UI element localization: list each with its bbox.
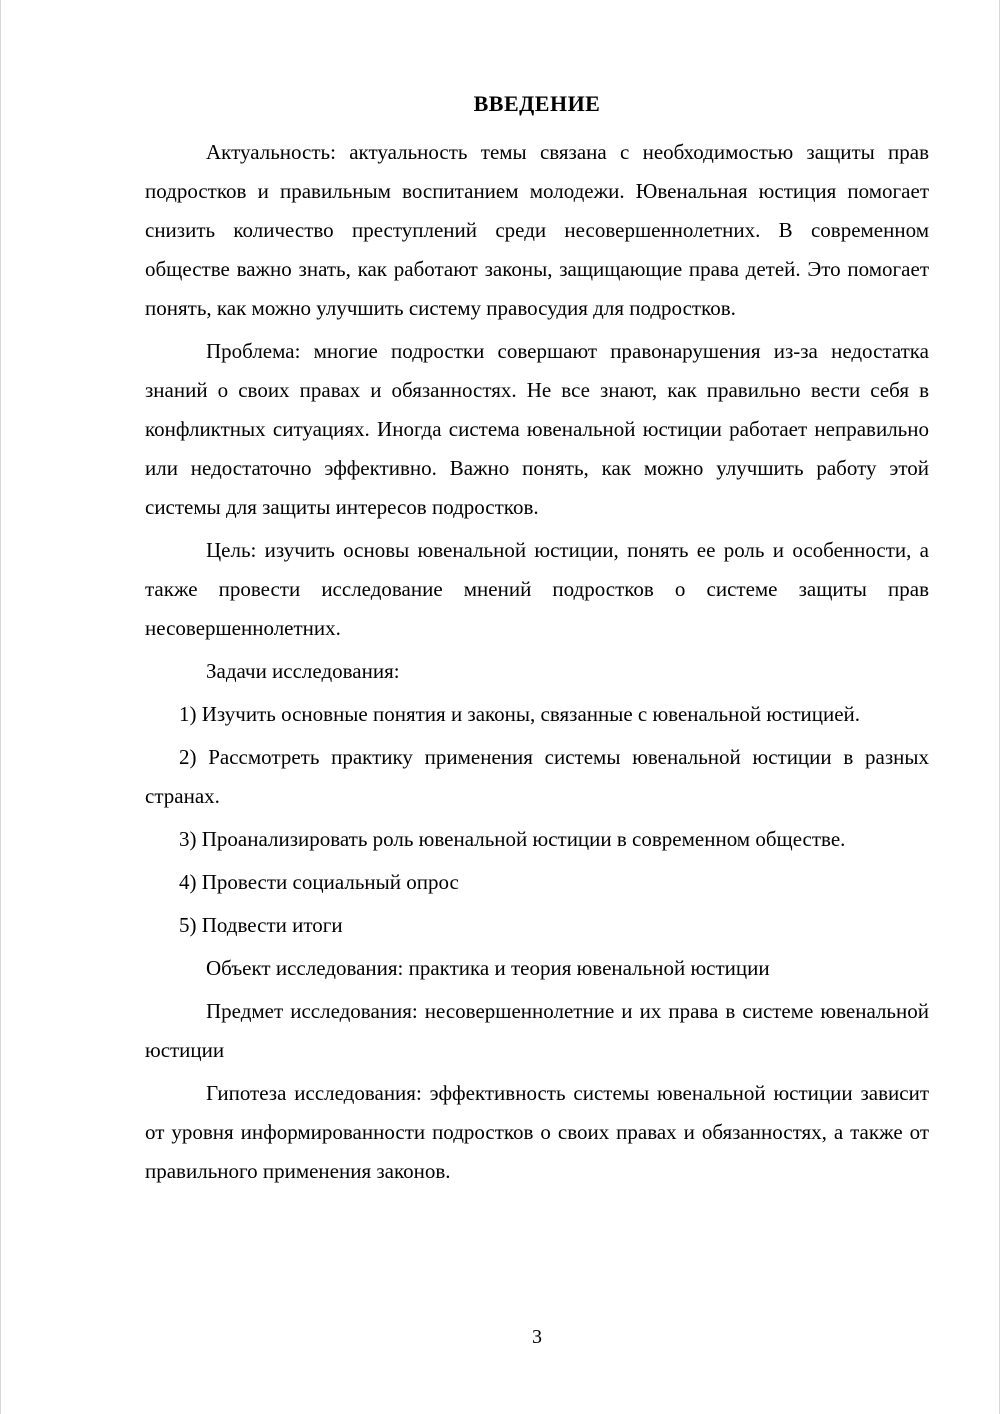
page-title: ВВЕДЕНИЕ (473, 91, 601, 116)
task-item-1: 1) Изучить основные понятия и законы, связанные с ювенальной юстицией. (179, 702, 861, 726)
paragraph-goal: Цель: изучить основы ювенальной юстиции, понять ее роль и особенности, а также провести исследование мнений подростков о системе защиты прав несовершеннолетних. (145, 538, 929, 640)
page-number: 3 (532, 1326, 542, 1348)
task-item-5: 5) Подвести итоги (179, 913, 343, 937)
task-item-4: 4) Провести социальный опрос (179, 870, 459, 894)
paragraph-tasks-heading: Задачи исследования: (206, 659, 400, 683)
paragraph-hypothesis: Гипотеза исследования: эффективность системы ювенальной юстиции зависит от уровня информированности подростков о своих правах и обязанностях, а также от правильного применения законов. (145, 1081, 929, 1183)
paragraph-problem: Проблема: многие подростки совершают правонарушения из-за недостатка знаний о своих правах и обязанностях. Не все знают, как правильно вести себя в конфликтных ситуациях. Иногда система ювенальной юстиции работает неправильно или недостаточно эффективно. Важно понять, как можно улучшить работу этой системы для защиты интересов подростков. (145, 339, 929, 519)
paragraph-subject: Предмет исследования: несовершеннолетние и их права в системе ювенальной юстиции (145, 999, 929, 1062)
paragraph-object: Объект исследования: практика и теория ювенальной юстиции (206, 956, 770, 980)
task-item-2: 2) Рассмотреть практику применения системы ювенальной юстиции в разных странах. (145, 745, 929, 808)
paragraph-relevance: Актуальность: актуальность темы связана с необходимостью защиты прав подростков и правильным воспитанием молодежи. Ювенальная юстиция помогает снизить количество преступлений среди несовершеннолетних. В современном обществе важно знать, как работают законы, защищающие права детей. Это помогает понять, как можно улучшить систему правосудия для подростков. (145, 140, 929, 320)
task-item-3: 3) Проанализировать роль ювенальной юстиции в современном обществе. (179, 827, 846, 851)
